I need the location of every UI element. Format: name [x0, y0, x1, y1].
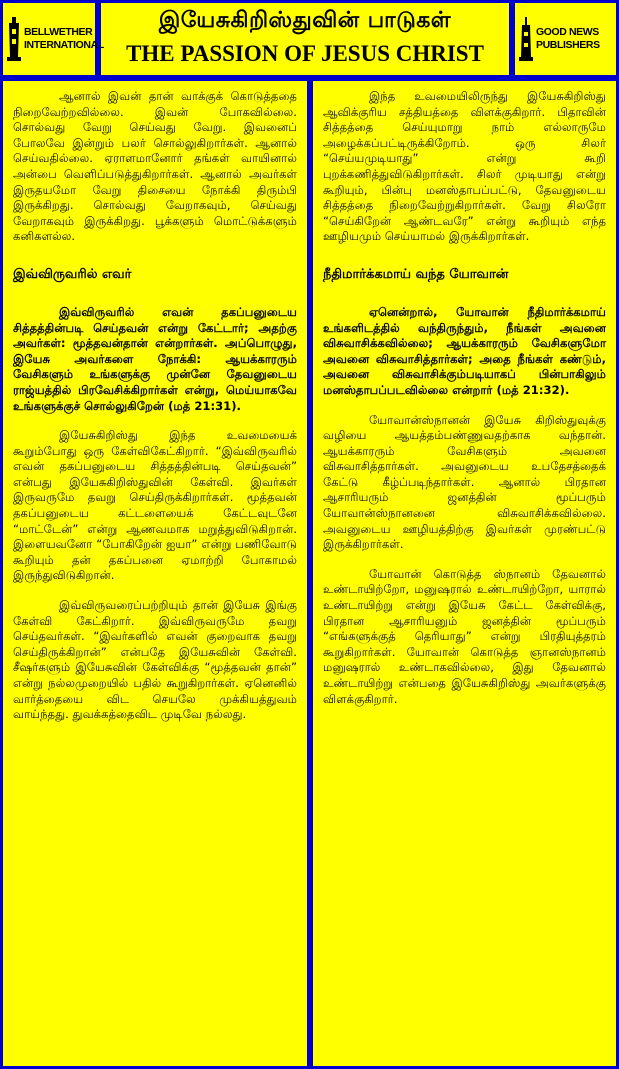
bell-tower-icon: [7, 17, 21, 61]
tower-icon: [519, 17, 533, 61]
right-section-heading: நீதிமார்க்கமாய் வந்த யோவான்: [323, 266, 509, 282]
logo-right-line1: GOOD NEWS: [536, 26, 599, 38]
left-paragraph-1: ஆனால் இவன் தான் வாக்குக் கொடுத்ததை நிறைவேற்றவில்லை. இவன் போகவில்லை. சொல்வது வேறு செய்வது வேறு. இவனைப் போலவே இன்றும் பலர் சொல்லுகிறார்கள். ஆனால் செய்வதில்லை. ஏராளமானோர் தங்கள் வாயினால் அன்பை வெளிப்படுத்துகிறார்கள். ஆனால் அவர்கள் இருதயமோ வேறு திசையை நோக்கி திரும்பி இருக்கிறது. சொல்வது வேறாகவும், செய்வது வேறாகவும் இருக்கிறது. பூக்களும் மொட்டுக்களும் கனிகளல்ல.: [13, 89, 297, 244]
logo-left-line1: BELLWETHER: [24, 26, 93, 38]
left-paragraph-3: இயேசுகிறிஸ்து இந்த உவமையைக் கூறும்போது ஒரு கேள்விகேட்கிறார். “இவ்விருவரில் எவன் தகப்பனுடைய சித்தத்தின்படி செய்தவன்” என்பது இயேசுகிறிஸ்துவின் கேள்வி. இவர்கள் இருவருமே தவறு செய்திருக்கிறார்கள். மூத்தவன் தகப்பனுடைய கட்டளையைக் கேட்டவுடனே “மாட்டேன்” என்று ஆணவமாக மறுத்துவிடுகிறான். இளையவனோ “போகிறேன் ஐயா” என்று பணிவோடு கூறியும் தன் தகப்பனை ஏமாற்றி போகாமல் இருந்துவிடுகிறான்.: [13, 428, 297, 583]
publisher-logo-left: [0, 0, 104, 78]
logo-left-line2: INTERNATIONAL: [24, 39, 104, 51]
page-title-english: THE PASSION OF JESUS CHRIST: [126, 41, 484, 66]
right-scripture-quote: ஏனென்றால், யோவான் நீதிமார்க்கமாய் உங்களிடத்தில் வந்திருந்தும், நீங்கள் அவனை விசுவாசிக்கவில்லை; ஆயக்காரரும் வேசிகளுமோ அவனை விசுவாசித்தார்கள்; அதை நீங்கள் கண்டும், அவனை விசுவாசிக்கும்படியாகப் பின்பாகிலும் மனஸ்தாபப்படவில்லை என்றார் (மத் 21:32).: [323, 304, 606, 397]
left-scripture-quote: இவ்விருவரில் எவன் தகப்பனுடைய சித்தத்தின்படி செய்தவன் என்று கேட்டார்; அதற்கு அவர்கள்: மூத்தவன்தான் என்றார்கள். அப்பொழுது, இயேசு அவர்களை நோக்கி: ஆயக்காரரும் வேசிகளும் உங்களுக்கு முன்னே தேவனுடைய ராஜ்யத்தில் பிரவேசிக்கிறார்கள் என்று, மெய்யாகவே உங்களுக்குச் சொல்லுகிறேன் (மத் 21:31).: [13, 304, 297, 413]
left-column: [0, 78, 310, 1069]
page-title-tamil: இயேசுகிறிஸ்துவின் பாடுகள்: [158, 8, 452, 33]
right-column: [310, 78, 619, 1069]
left-section-heading: இவ்விருவரில் எவர்: [13, 266, 132, 282]
page-header: [98, 0, 512, 78]
right-paragraph-3: யோவான்ஸ்நானன் இயேசு கிறிஸ்துவுக்கு வழியை ஆயத்தம்பண்ணுவதற்காக வந்தான். ஆயக்காரரும் வேசிகளும் அவனை விசுவாசித்தார்கள். அவனுடைய உபதேசத்தைக் கேட்டு கீழ்ப்படிந்தார்கள். ஆனால் பிரதான ஆசாரியரும் ஜனத்தின் மூப்பரும் யோவான்ஸ்நானனை விசுவாசிக்கவில்லை. அவனுடைய ஊழியத்திற்கு இவர்கள் முரண்பட்டு இருக்கிறார்கள்.: [323, 412, 606, 552]
publisher-logo-right: [512, 0, 619, 78]
right-paragraph-4: யோவான் கொடுத்த ஸ்நானம் தேவனால் உண்டாயிற்றோ, மனுஷரால் உண்டாயிற்றோ, யாரால் உண்டாயிற்று என்று இயேசு கேட்ட கேள்விக்கு, பிரதான ஆசாரியனும் ஜனத்தின் மூப்பரும் “எங்களுக்குத் தெரியாது” என்று பிரதியுத்தரம் கூறுகிறார்கள். யோவான் கொடுத்த ஞானஸ்நானம் மனுஷரால் உண்டாகவில்லை, இது தேவனால் உண்டாயிற்று என்பதை இயேசுகிறிஸ்து அவர்களுக்கு விளக்குகிறார்.: [323, 566, 606, 706]
left-paragraph-4: இவ்விருவரைப்பற்றியும் தான் இயேசு இங்கு கேள்வி கேட்கிறார். இவ்விருவருமே தவறு செய்தவர்கள். “இவர்களில் எவன் குறைவாக தவறு செய்திருக்கிறான்” என்பதே இயேசுவின் கேள்வி. சீஷர்களும் இயேசுவின் கேள்விக்கு “மூத்தவன் தான்” என்று நல்லமுறையில் பதில் கூறுகிறார்கள். ஏனெனில் வார்த்தையை விட செயலே முக்கியத்துவம் வாய்ந்தது. துவக்கத்தைவிட முடிவே நல்லது.: [13, 598, 297, 722]
logo-right-line2: PUBLISHERS: [536, 39, 600, 51]
right-paragraph-1: இந்த உவமையிலிருந்து இயேசுகிறிஸ்து ஆவிக்குரிய சத்தியத்தை விளக்குகிறார். பிதாவின் சித்தத்தை செய்யுமாறு நாம் எல்லாருமே அழைக்கப்பட்டிருக்கிறோம். ஒரு சிலர் “செய்யமுடியாது” என்று கூறி புறக்கணித்துவிடுகிறார்கள். சிலர் முடியாது என்று கூறியும், பின்பு மனஸ்தாபப்பட்டு, தேவனுடைய சித்தத்தை நிறைவேற்றுகிறார்கள். வேறு சிலரோ “செய்கிறேன் ஆண்டவரே” என்று கூறியும் எந்த ஊழியமும் செய்யாமல் இருக்கிறார்கள்.: [323, 89, 606, 244]
